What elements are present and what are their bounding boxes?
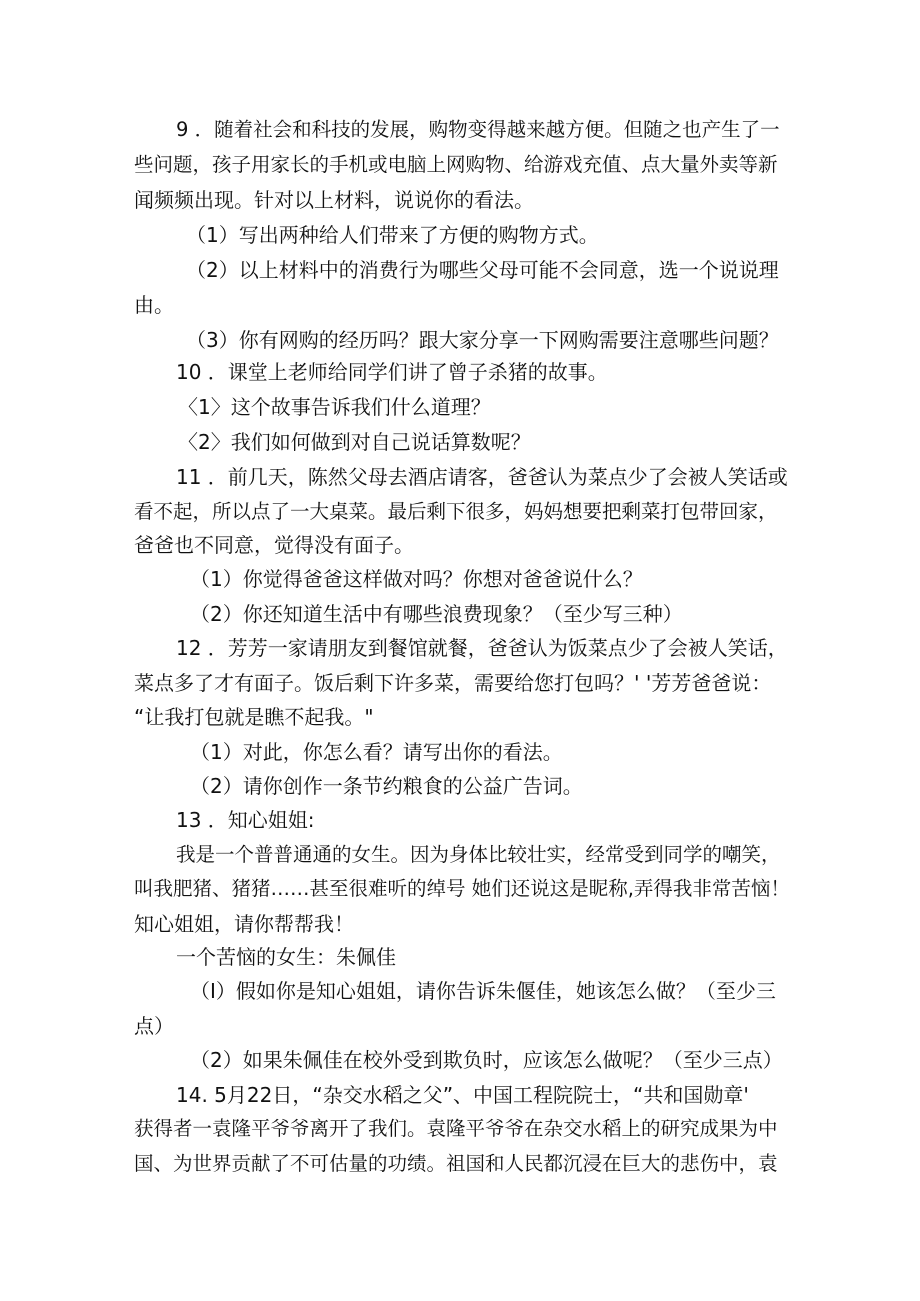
q9-line-1: 9 ．随着社会和科技的发展，购物变得越来越方便。但随之也产生了一	[176, 118, 780, 141]
q9-line-2: 些问题，孩子用家长的手机或电脑上网购物、给游戏充值、点大量外卖等新	[134, 153, 778, 176]
q9-sub-1: （1）写出两种给人们带来了方便的购物方式。	[186, 223, 599, 247]
q9-sub-2-cont: 由。	[134, 293, 174, 317]
q12-line-1: 12 ．芳芳一家请朋友到餐馆就餐，爸爸认为饭菜点少了会被人笑话，	[176, 636, 788, 660]
q12-line-3: “让我打包就是瞧不起我。"	[134, 705, 374, 729]
q12-line-2: 菜点多了才有面子。饭后剩下许多菜，需要给您打包吗？' '芳芳爸爸说：	[134, 671, 772, 695]
q11-line-2: 看不起，所以点了一大桌菜。最后剩下很多，妈妈想要把剩菜打包带回家，	[134, 500, 778, 523]
q12-sub-2: （2）请你创作一条节约粮食的公益广告词。	[190, 774, 583, 798]
q13-letter-1: 我是一个普普通通的女生。因为身体比较壮实，经常受到同学的嘲笑，	[176, 843, 781, 866]
q13-sub-2: （2）如果朱佩佳在校外受到欺负时，应该怎么做呢？（至少三点）	[190, 1048, 783, 1072]
q9-sub-2: （2）以上材料中的消费行为哪些父母可能不会同意，选一个说说理	[186, 258, 779, 282]
q9-sub-3: （3）你有网购的经历吗？跟大家分享一下网购需要注意哪些问题？	[186, 328, 779, 352]
q11-line-1: 11 ．前几天，陈然父母去酒店请客，爸爸认为菜点少了会被人笑话或	[176, 465, 788, 489]
q11-sub-2: （2）你还知道生活中有哪些浪费现象？（至少写三种）	[190, 602, 683, 626]
q11-sub-1: （1）你觉得爸爸这样做对吗？你想对爸爸说什么？	[190, 567, 643, 591]
q13-line-1: 13 ．知心姐姐:	[176, 808, 315, 832]
q10-sub-1: 〈1〉这个故事告诉我们什么道理？	[178, 395, 491, 419]
q10-line-1: 10 ．课堂上老师给同学们讲了曾子杀猪的故事。	[176, 360, 608, 384]
q13-sub-1-cont: 点）	[134, 1014, 174, 1038]
q13-letter-3: 知心姐姐，请你帮帮我！	[134, 912, 354, 936]
q9-line-3: 闻频频出现。针对以上材料，说说你的看法。	[134, 188, 534, 212]
q10-sub-2: 〈2〉我们如何做到对自己说话算数呢？	[178, 430, 531, 454]
q13-sub-1: （I）假如你是知心姐姐，请你告诉朱偃佳，她该怎么做？（至少三	[190, 979, 776, 1003]
q13-letter-2: 叫我肥猪、猪猪……甚至很难听的绰号 她们还说这是昵称,弄得我非常苦恼！	[134, 877, 790, 900]
q14-line-1: 14. 5月22日，“杂交水稻之父”、中国工程院院士，“共和国勋章'	[176, 1083, 749, 1107]
q14-line-3: 国、为世界贡献了不可估量的功绩。祖国和人民都沉浸在巨大的悲伤中，袁	[134, 1152, 778, 1175]
q14-line-2: 获得者一袁隆平爷爷离开了我们。袁隆平爷爷在杂交水稻上的研究成果为中	[134, 1117, 778, 1140]
q13-signature: 一个苦恼的女生：朱佩佳	[176, 945, 396, 969]
q12-sub-1: （1）对此，你怎么看？请写出你的看法。	[190, 740, 563, 764]
q11-line-3: 爸爸也不同意，觉得没有面子。	[134, 533, 414, 557]
